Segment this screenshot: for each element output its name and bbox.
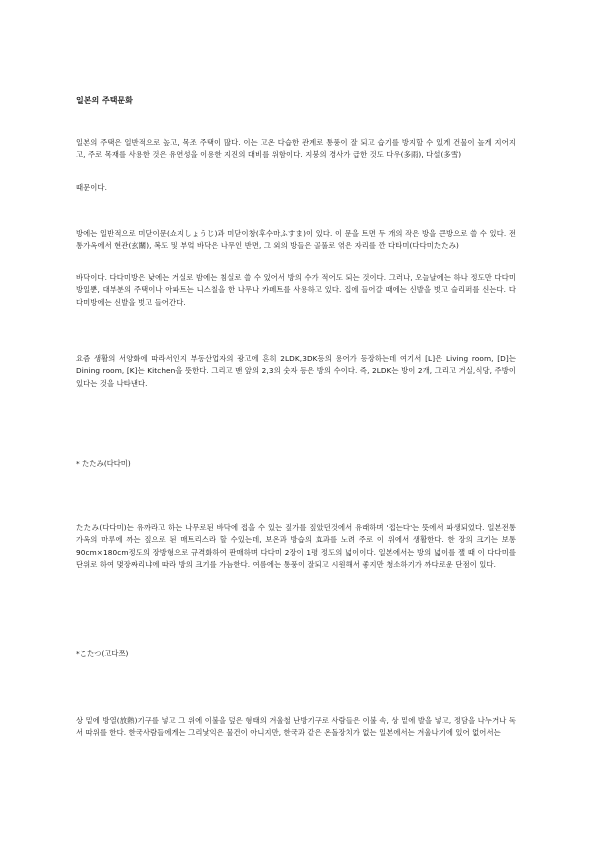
section-heading-tatami: * たたみ(다다미) bbox=[76, 459, 131, 468]
paragraph-sliding-doors: 방에는 일반적으로 미닫이문(쇼지しょうじ)과 미닫이창(후수마ふすま)이 있다. 이 문을 트면 두 개의 작은 방을 큰방으로 쓸 수 있다. 전통가옥에서 현관(玄關), 복도 및 부엌 바닥은 나무인 반면, 그 외의 방들은 골풀로 엮은 자리를 깐 다타미(다다미たたみ) bbox=[76, 229, 516, 251]
paragraph-house-intro: 일본의 주택은 일반적으로 높고, 목조 주택이 많다. 이는 고온 다습한 관계로 통풍이 잘 되고 습기를 방지할 수 있게 건물이 높게 지어지고, 주로 목재를 사용한 것은 유연성을 이용한 지진의 대비를 위함이다. 지붕의 경사가 급한 것도 다우(多雨), 다설(多雪) bbox=[76, 138, 516, 160]
document-title: 일본의 주택문화 bbox=[76, 96, 133, 105]
paragraph-tatami: たたみ(다다미)는 유까라고 하는 나무로된 바닥에 접을 수 있는 짚가를 짚았던것에서 유래하며 '접는다'는 뜻에서 파생되었다. 일본전통가옥의 마루에 까는 짚으로 된 매트리스라 할 수있는데, 보온과 방습의 효과를 노려 주로 이 위에서 생활한다. 한 장의 크기는 보통 90cm×180cm정도의 장방형으로 규격화하여 판매하며 다다미 2장이 1평 정도의 넓이이다. 일본에서는 방의 넓이를 잴 때 이 다다미를 단위로 하여 몇장짜리냐에 따라 방의 크기를 가늠한다. 여름에는 통풍이 잘되고 시원해서 좋지만 청소하기가 까다로운 단점이 있다. bbox=[76, 523, 516, 570]
paragraph-tatami-room: 바닥이다. 다다미방은 낮에는 거실로 밤에는 침실로 쓸 수 있어서 방의 수가 적어도 되는 것이다. 그러나, 오늘날에는 하나 정도만 다다미 방일뿐, 대부분의 주택이나 아파트는 니스칠을 한 나무나 카페트를 사용하고 있다. 집에 들어갈 때에는 신발을 벗고 슬리퍼를 신는다. 다다미방에는 신발을 벗고 들어간다. bbox=[76, 273, 516, 307]
paragraph-kotatsu: 상 밑에 방열(放熱)기구를 넣고 그 위에 이불을 덮은 형태의 겨울철 난방기구로 사람들은 이불 속, 상 밑에 발을 넣고, 정담을 나누거나 독서 따위를 한다. 한국사람들에게는 그리낯익은 물건이 아니지만, 한국과 같은 온돌장치가 없는 일본에서는 겨울나기에 있어 없어서는 bbox=[76, 716, 516, 738]
section-heading-kotatsu: *こたつ(고다쯔) bbox=[76, 649, 129, 658]
paragraph-ldk: 요즘 생활의 서양화에 따라서인지 부동산업자의 광고에 흔히 2LDK,3DK등의 용어가 등장하는데 여기서 [L]은 Living room, [D]는 Dining room, [K]는 Kitchen을 뜻한다. 그리고 맨 앞의 2,3의 숫자 등은 방의 수이다. 즉, 2LDK는 방이 2개, 그리고 거실,식당, 주방이 있다는 것을 나타낸다. bbox=[76, 354, 516, 388]
paragraph-house-intro-end: 때문이다. bbox=[76, 183, 108, 192]
